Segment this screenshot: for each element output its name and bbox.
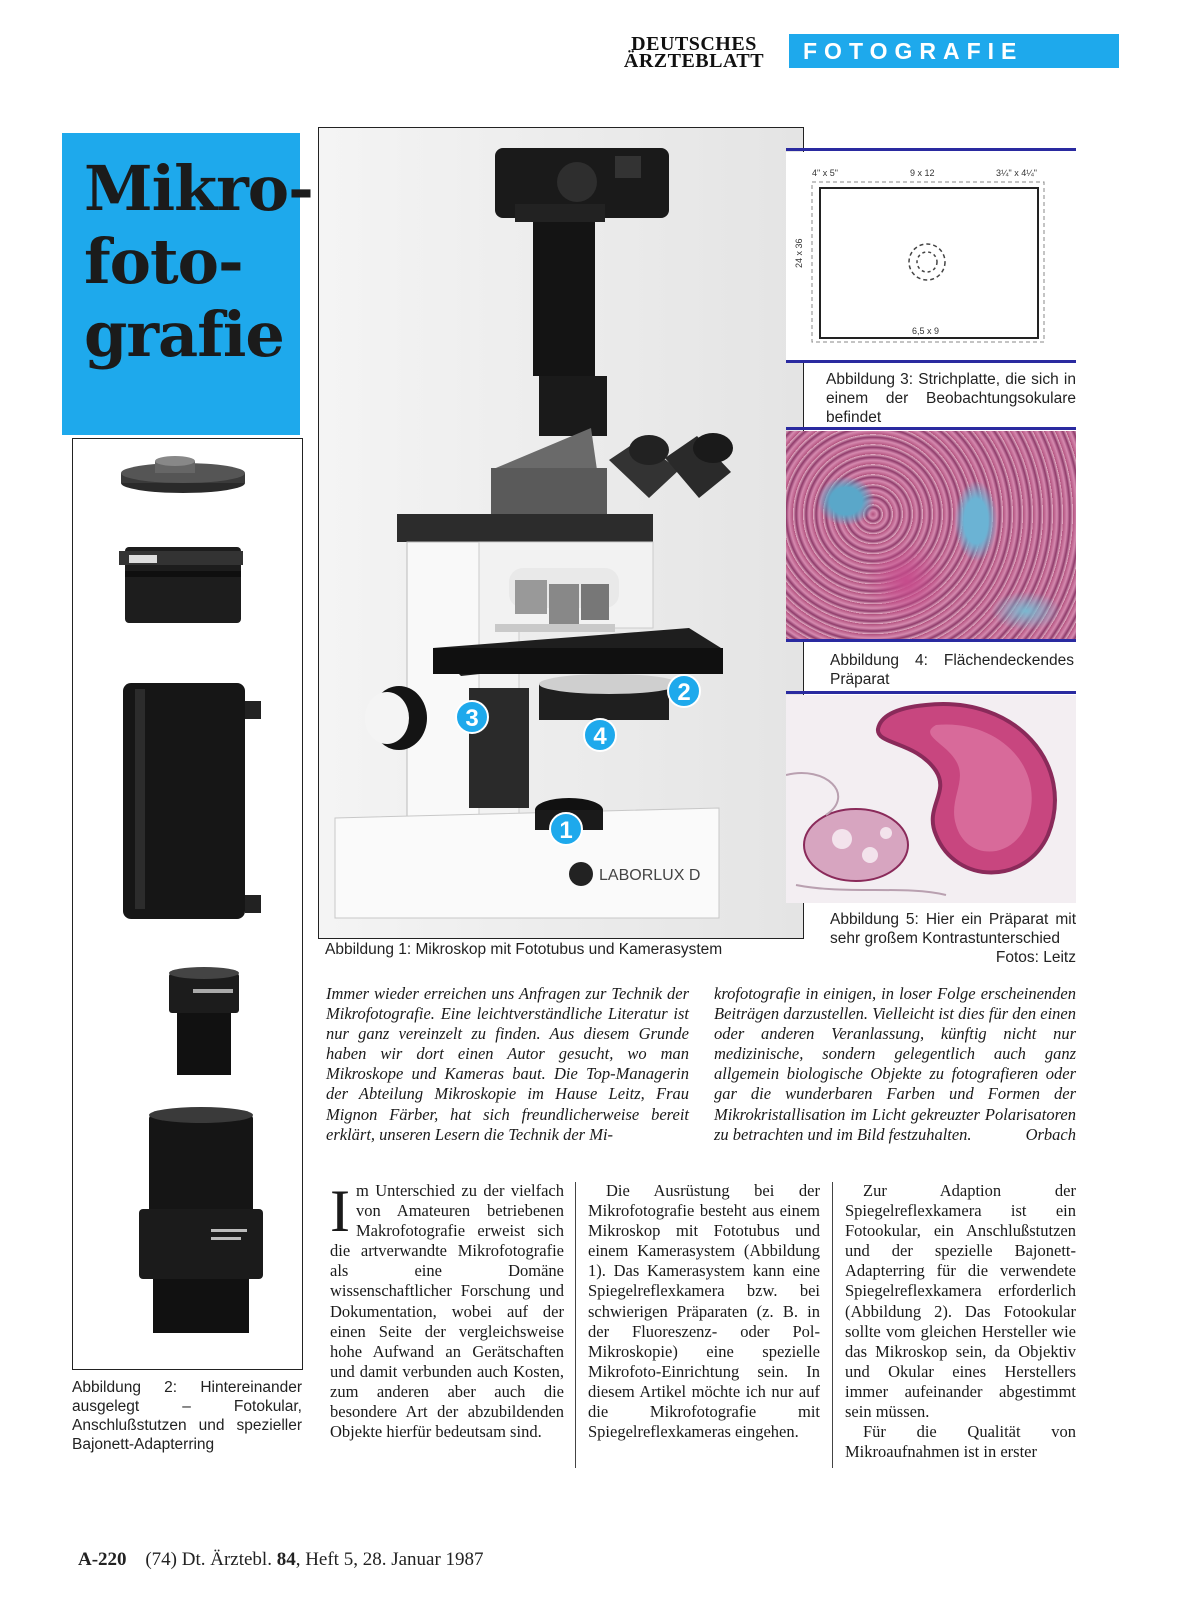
brand-label: LABORLUX D xyxy=(599,867,701,884)
body-column-1-text: m Unterschied zu der vielfach von Amateuren betriebenen Makrofotografie erweist sich die artverwandte Mikrofotografie als eine Domäne wissenschaftlicher Forschung und Dokumentation, wobei auf der einen Seite der vergleichsweise hohe Aufwand an Gerätschaften und damit verbunden auch Kosten, zum anderen aber auch die besondere Art der abzubildenden Objekte hierfür bedeutsam sind. xyxy=(330,1181,564,1442)
figure-2-frame xyxy=(72,438,303,1370)
footer-volume: 84 xyxy=(276,1549,296,1570)
masthead-line-1: DEUTSCHES xyxy=(631,33,757,55)
figure-5-caption xyxy=(830,910,1076,967)
figure-1-caption: Abbildung 1: Mikroskop mit Fototubus und Kamerasystem xyxy=(325,941,723,958)
body-column-2-text: Die Ausrüstung bei der Mikrofotografie besteht aus einem Mikroskop mit Fototubus und einem Kamerasystem (Abbildung 1). Das Kamerasystem kann eine Spiegelreflexkamera bzw. bei schwierigen Präparaten (z. B. in der Fluoreszenz- oder Pol-Mikroskopie) eine spezielle Mikrofoto-Einrichtung sein. In diesem Artikel möchte ich nur auf die Mikrofotografie mit Spiegelreflexkameras eingehen. xyxy=(588,1181,820,1442)
title-line-3: grafie xyxy=(84,298,284,371)
photo-ocular-icon xyxy=(169,967,239,1075)
figure-4-image xyxy=(786,431,1076,639)
title-line-2: foto- xyxy=(84,225,243,298)
figure-2-caption: Abbildung 2: Hintereinander ausgelegt – Fotokular, Anschlußstutzen und spezieller Bajonett-Adapterring xyxy=(72,1379,302,1453)
figure-1-frame xyxy=(318,127,804,939)
tube-icon xyxy=(123,683,261,919)
figure-3-caption: Abbildung 3: Strichplatte, die sich in einem der Beobachtungsokulare befindet xyxy=(826,371,1076,426)
page-number: A-220 xyxy=(78,1549,127,1570)
body-column-1 xyxy=(330,1178,564,1442)
page-footer xyxy=(78,1549,484,1571)
article-title xyxy=(84,152,313,371)
base-icon xyxy=(335,798,719,918)
intro-column-2-text: krofotografie in einigen, in loser Folge erscheinenden Beiträgen darzustellen. Vielleicht ist dies für den einen oder anderen Veranlassung, künftig nicht nur medizinische, sondern gelegentlich auch ganz allgemein biologische Objekte zu fotografieren oder gar die wunderbaren Farben und Formen der Mikrokristallisation im Licht gekreuzter Polarisatoren zu betrachten und im Bild festzuhalten. xyxy=(714,984,1076,1144)
reticle-label-24x36: 24 x 36 xyxy=(794,238,804,268)
reticle-label-9x12: 9 x 12 xyxy=(910,168,935,178)
reticle-label-65x9: 6,5 x 9 xyxy=(912,326,940,336)
intro-column-1: Immer wieder erreichen uns Anfragen zur Technik der Mikrofotografie. Eine leichtverständliche Literatur ist nur ganz vereinzelt zu finden. Aus diesem Grunde haben wir dort einen Autor gesucht, wo man Mikroskope und Kameras baut. Die Top-Managerin der Abteilung Mikroskopie im Hause Leitz, Frau Mignon Färber, hat sich freundlicherweise bereit erklärt, unseren Lesern die Technik der Mi- xyxy=(326,984,689,1144)
masthead-logo xyxy=(608,33,780,72)
reticle-label-3x4: 3¼" x 4¼" xyxy=(996,168,1037,178)
column-rule-2 xyxy=(832,1182,833,1468)
badge-1: 1 xyxy=(549,812,583,846)
figure-2-image xyxy=(73,439,302,1369)
column-rule-1 xyxy=(575,1182,576,1468)
figure-3-image xyxy=(786,152,1076,360)
masthead-line-2: ÄRZTEBLATT xyxy=(623,50,765,72)
body-column-3-paragraph-1: Zur Adaption der Spiegelreflexkamera ist ein Fotookular, ein Anschlußstutzen und der spezielle Bajonett-Adapterring für die verwendete Spiegelreflexkamera erforderlich (Abbildung 2). Das Fotookular sollte vom gleichen Hersteller wie das Mikroskop sein, da Objektiv und Okular eines Herstellers immer aufeinander abgestimmt sein müssen. xyxy=(845,1181,1076,1422)
figure-3-frame xyxy=(786,152,1076,360)
badge-2: 2 xyxy=(667,674,701,708)
badge-4: 4 xyxy=(583,718,617,752)
extension-tube-icon xyxy=(139,1107,263,1333)
drop-cap: I xyxy=(330,1178,350,1244)
intro-column-2 xyxy=(714,984,1076,1145)
figure-5-top-rule xyxy=(786,691,1076,694)
intro-signature: Orbach xyxy=(1025,1124,1076,1144)
title-line-1: Mikro- xyxy=(84,152,313,225)
figure-5-image xyxy=(786,695,1076,903)
footer-issue: , Heft 5, 28. Januar 1987 xyxy=(295,1549,484,1570)
badge-3: 3 xyxy=(455,700,489,734)
body-column-2 xyxy=(588,1181,820,1442)
footer-journal: (74) Dt. Ärztebl. xyxy=(145,1549,272,1570)
body-column-3-paragraph-2: Für die Qualität von Mikroaufnahmen ist in erster xyxy=(845,1422,1076,1462)
figure-3-bottom-rule xyxy=(786,360,1076,363)
figure-4-bottom-rule xyxy=(786,639,1076,642)
figure-4-caption: Abbildung 4: Flächendeckendes Präparat xyxy=(830,652,1074,688)
reticle-label-4x5: 4" x 5" xyxy=(812,168,838,178)
figure-3-top-rule xyxy=(786,148,1076,151)
figure-4-top-rule xyxy=(786,427,1076,430)
figure-5-frame xyxy=(786,695,1076,903)
photo-credit: Fotos: Leitz xyxy=(995,949,1076,966)
adapter-ring-icon xyxy=(121,456,245,493)
body-column-3 xyxy=(845,1181,1076,1462)
connector-icon xyxy=(119,547,243,623)
figure-5-caption-text: Abbildung 5: Hier ein Präparat mit sehr großem Kontrastunterschied xyxy=(830,911,1076,947)
section-banner: FOTOGRAFIE xyxy=(789,34,1119,68)
